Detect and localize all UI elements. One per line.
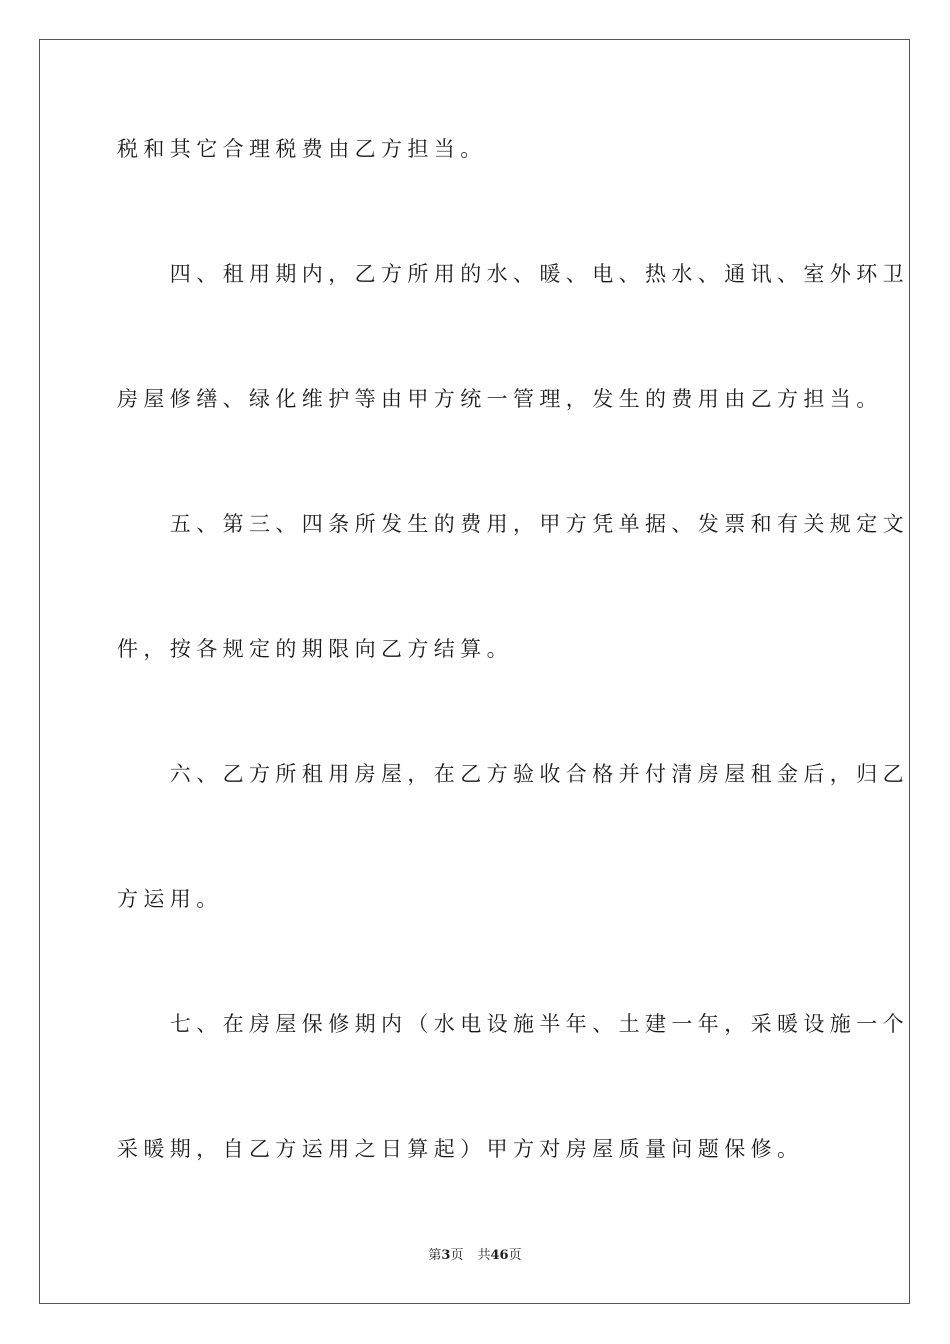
text-line-5: 件，按各规定的期限向乙方结算。 — [117, 637, 513, 661]
total-prefix: 共 — [477, 1248, 491, 1263]
page-suffix: 页 — [450, 1248, 464, 1263]
text-line-8: 七、在房屋保修期内（水电设施半年、土建一年，采暖设施一个 — [117, 1012, 909, 1036]
page-current: 3 — [441, 1248, 451, 1263]
text-line-9: 采暖期，自乙方运用之日算起）甲方对房屋质量问题保修。 — [117, 1137, 804, 1161]
total-suffix: 页 — [508, 1248, 522, 1263]
text-line-3: 房屋修缮、绿化维护等由甲方统一管理，发生的费用由乙方担当。 — [117, 387, 883, 411]
page-prefix: 第 — [428, 1248, 442, 1263]
page-frame — [39, 39, 910, 1304]
text-line-7: 方运用。 — [117, 887, 223, 911]
text-line-4: 五、第三、四条所发生的费用，甲方凭单据、发票和有关规定文 — [117, 512, 909, 536]
text-line-2: 四、租用期内，乙方所用的水、暖、电、热水、通讯、室外环卫 — [117, 262, 909, 286]
text-line-1: 税和其它合理税费由乙方担当。 — [117, 137, 487, 161]
text-line-6: 六、乙方所租用房屋，在乙方验收合格并付清房屋租金后，归乙 — [117, 762, 909, 786]
page-total: 46 — [490, 1248, 509, 1263]
page-footer — [0, 1248, 950, 1264]
